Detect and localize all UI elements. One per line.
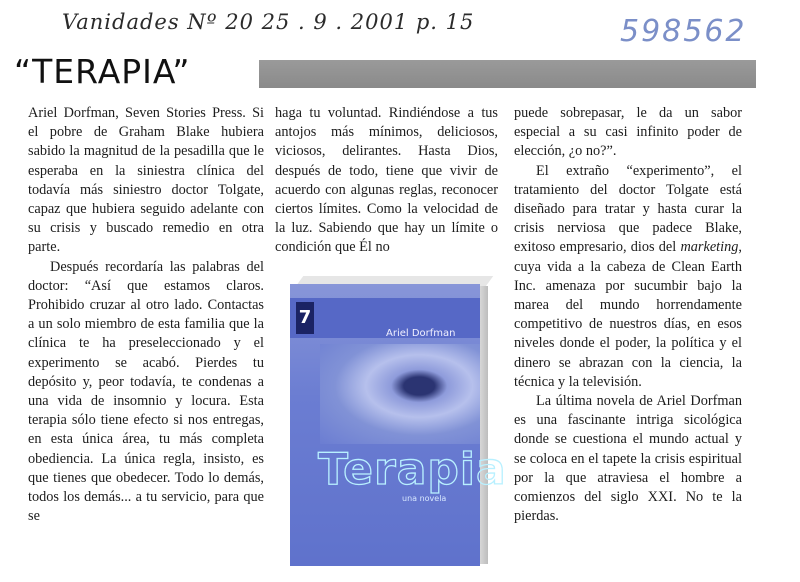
paragraph: Ariel Dorfman, Seven Stories Press. Si el pobre de Graham Blake hubiera sabido la magnitud de la pesadilla que le esperaba en la siniestra clínica del todavía más siniestro doctor Tolgate, capaz que hubiera seguido adelante con su crisis y buscado remedio en otra parte.	[28, 105, 264, 256]
paragraph: puede sobrepasar, le da un sabor especial a su casi infinito poder de elección, ¿o no?”.	[514, 105, 742, 160]
paragraph	[514, 162, 742, 392]
paragraph: La última novela de Ariel Dorfman es una fascinante intriga sicológica donde se cuestiona el mundo actual y se coloca en el tapete la crisis espiritual por la que atraviesa el hombre a comienzos del siglo XXI. No te la pierdas.	[514, 393, 742, 525]
book-front-cover	[290, 284, 507, 566]
paragraph: Después recordaría las palabras del doctor: “Así que estamos claros. Prohibido cruzar al otro lado. Contactas a un solo miembro de esta familia que la clínica te ha preseleccionado y el experimento se acabó. Pierdes tu depósito y, peor todavía, te condenas a una vida de insomnio y locura. Esta terapia sólo tiene efecto si nos entregas, en esta única área, tu más completa obediencia. La única regla, insisto, es que tienes que obedecer. Todo lo demás, todos los demás... a tu servicio, para que se	[28, 258, 264, 525]
archive-stamp: 598562	[620, 14, 747, 49]
eye-illustration	[320, 344, 480, 444]
paragraph-text: El extraño “experimento”, el tratamiento del doctor Tolgate está diseñado para tratar y hasta curar la crisis nerviosa que padece Blake, exitoso empresario, dios del	[514, 162, 742, 256]
text-column-3	[514, 104, 742, 526]
header-gray-bar	[259, 60, 756, 88]
article-header	[14, 54, 756, 92]
handwritten-annotation: Vanidades Nº 20 25 . 9 . 2001 p. 15	[62, 10, 475, 34]
book-spine-edge	[480, 286, 488, 564]
book-title: Terapia	[318, 444, 507, 495]
book-cover-image	[290, 278, 507, 568]
text-column-1	[28, 104, 264, 526]
paragraph-text: , cuya vida a la cabeza de Clean Earth Inc. amenaza por sucumbir bajo la marea del mundo horrendamente competitivo de nuestros días, en esos niveles donde el poder, la política y el dinero se abrazan con la ciencia, la técnica y la televisión.	[514, 239, 742, 390]
text-column-2	[275, 104, 498, 258]
article-title: “TERAPIA”	[14, 52, 191, 91]
book-subtitle: una novela	[402, 494, 447, 503]
book-series-number: 7	[296, 302, 314, 334]
paragraph: haga tu voluntad. Rindiéndose a tus antojos más mínimos, deliciosos, viciosos, delirantes. Hasta Dios, después de todo, tiene que vivir de acuerdo con algunas reglas, reconocer ciertos límites. Como la velocidad de la luz. Sabiendo que hay un límite o condición que Él no	[275, 105, 498, 256]
emphasis-text: marketing	[680, 239, 739, 256]
book-author: Ariel Dorfman	[386, 328, 456, 339]
